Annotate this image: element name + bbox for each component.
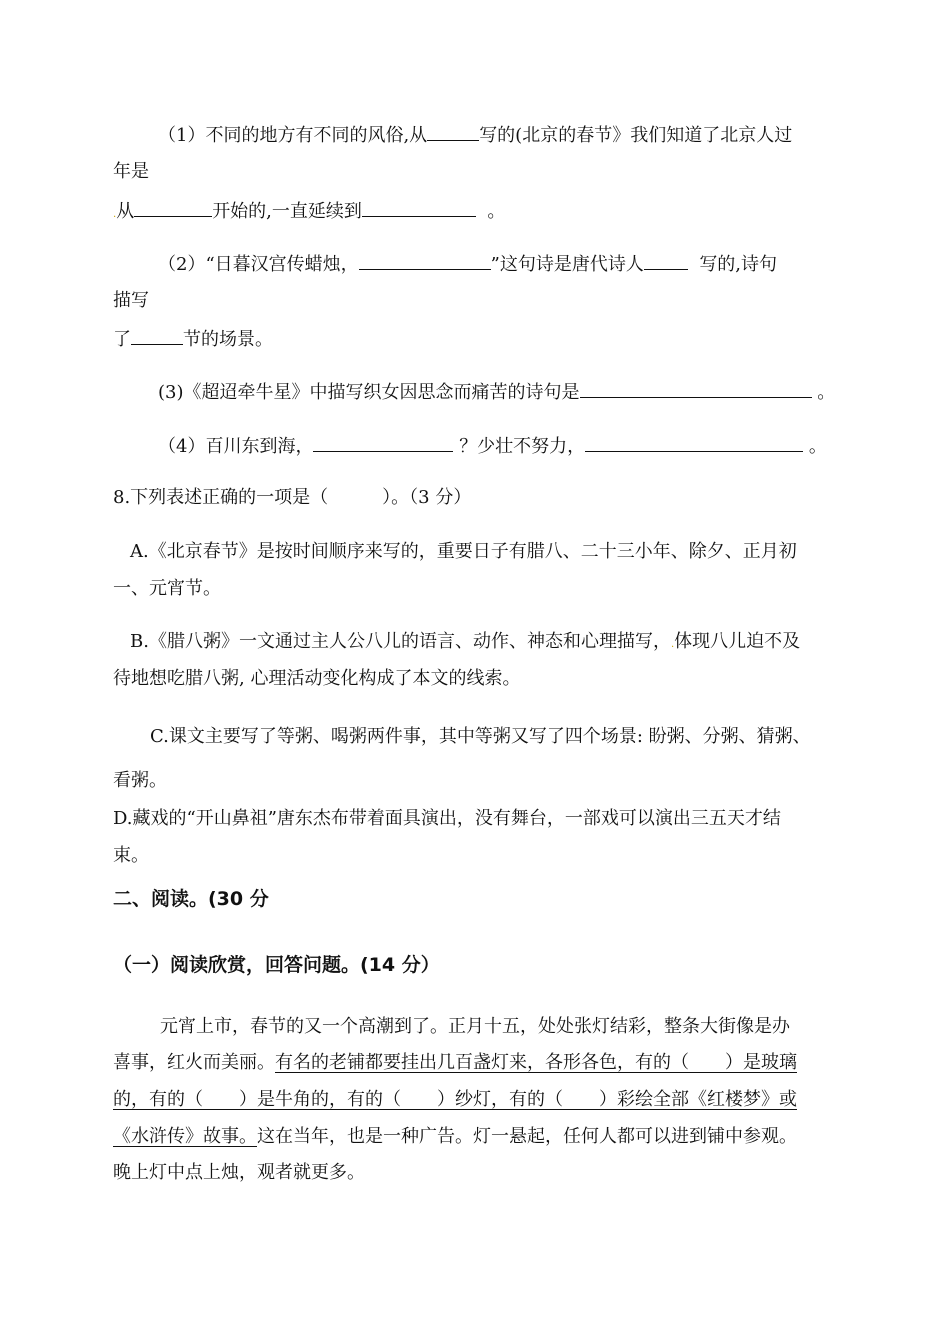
passage-text: 这在当年，也是一种广告。灯一悬起，任何人都可以进到铺中参观。 [257,1126,797,1147]
q7-item1-line2 [113,163,149,181]
q7-item2-line1 [158,255,777,274]
section-heading-text: 二、阅读。(30 分 [113,888,269,910]
q7-item4-line1 [158,437,827,456]
passage-text: 元宵上市，春节的又一个高潮到了。正月十五，处处张灯结彩，整条大街像是办 [160,1016,790,1037]
q8-option-a-line1 [130,543,797,561]
q7-item1-line1 [158,126,792,145]
q7-item3-text-b: 。 [817,382,836,403]
passage-underlined-text: 有名的老铺都要挂出几百盏灯来，各形各色，有的（ ）是玻璃 [275,1052,797,1073]
fill-blank[interactable] [427,126,479,141]
q8-option-d-text: D.藏戏的“开山鼻祖”唐东杰布带着面具演出，没有舞台，一部戏可以演出三五天才结 [113,808,781,829]
passage-underlined-text: 《水浒传》故事。 [113,1126,257,1147]
section-heading [113,890,269,909]
q7-item3-text-a: (3)《超迢牵牛星》中描写织女因思念而痛苦的诗句是 [158,382,580,403]
q7-item1-text-a: （1）不同的地方有不同的风俗,从 [158,125,428,146]
q7-item1-text-e: 开始的,一直延续到 [212,201,362,222]
fill-blank[interactable] [644,255,688,270]
q8-option-a-text: A.《北京春节》是按时间顺序来写的，重要日子有腊八、二十三小年、除夕、正月初 [130,541,797,562]
q8-stem [113,489,471,507]
fill-blank[interactable] [134,202,212,217]
passage-line-3 [113,1091,797,1109]
fill-blank[interactable] [313,437,453,452]
q8-option-b-text-2: 待地想吃腊八粥, 心理活动变化构成了本文的线索。 [113,668,521,689]
dot-mark: . [670,639,675,650]
passage-line-2 [113,1054,797,1072]
q7-item2-text-a: （2）“日暮汉宫传蜡烛， [158,254,359,275]
q7-item2-text-d: 描写 [113,290,149,311]
q8-option-c-text-2: 看粥。 [113,770,167,791]
fill-blank[interactable] [359,255,491,270]
q7-item2-line3 [113,330,273,349]
q8-option-c-line2 [113,772,167,790]
q7-item1-text-b: 写的(北京的春节》我们知道了北京人过 [479,125,793,146]
q7-item4-text-a: （4）百川东到海， [158,436,314,457]
q7-item1-line3 [113,202,505,221]
q7-item2-text-b: ”这句诗是唐代诗人 [490,254,644,275]
q8-option-c-letter: C. [150,726,169,747]
q7-item3-line1 [158,383,835,402]
q8-option-c-text: 课文主要写了等粥、喝粥两件事，其中等粥又写了四个场景: 盼粥、分粥、猜粥、 [168,726,811,747]
fill-blank[interactable] [585,437,803,452]
q8-stem-text: 8.下列表述正确的一项是（ ）。（3 分） [113,487,472,508]
q8-option-c-line1 [150,728,811,746]
q7-item2-line2 [113,292,149,310]
subsection-heading [113,956,440,975]
q8-option-a-line2 [113,580,221,598]
q8-option-d-text-2: 束。 [113,845,149,866]
q7-item4-text-b: ？少壮不努力， [459,436,586,457]
q8-option-b-line1 [130,633,800,651]
q8-option-a-text-2: 一、元宵节。 [113,578,221,599]
q7-item2-text-e: 了 [113,329,131,350]
q7-item2-text-f: 节的场景。 [183,329,273,350]
q7-item2-text-c: 写的,诗句 [699,254,778,275]
q8-option-d-line1 [113,810,781,828]
passage-line-1 [160,1018,790,1036]
fill-blank[interactable] [362,202,476,217]
q8-option-b-text-b: 体现八儿迫不及 [674,631,801,652]
subsection-heading-text: （一）阅读欣赏，回答问题。(14 分） [113,954,440,976]
q8-option-b-text: B.《腊八粥》一文通过主人公八儿的语言、动作、神态和心理描写， [130,631,671,652]
passage-text: 晚上灯中点上烛，观者就更多。 [113,1162,365,1183]
q8-option-d-line2 [113,847,149,865]
q7-item1-text-d: 从 [116,201,135,222]
q7-item1-text-c: 年是 [113,161,149,182]
q7-item1-text-f: 。 [487,201,506,222]
passage-line-4 [113,1128,797,1146]
fill-blank[interactable] [131,330,183,345]
passage-text: 喜事，红火而美丽。 [113,1052,275,1073]
passage-underlined-text: 的，有的（ ）是牛角的，有的（ ）纱灯，有的（ ）彩绘全部《红楼梦》或 [113,1089,797,1110]
dot-mark: . [113,209,117,220]
passage-line-5 [113,1164,365,1182]
q8-option-b-line2 [113,670,520,688]
fill-blank[interactable] [580,383,812,398]
q7-item4-text-c: 。 [808,436,827,457]
